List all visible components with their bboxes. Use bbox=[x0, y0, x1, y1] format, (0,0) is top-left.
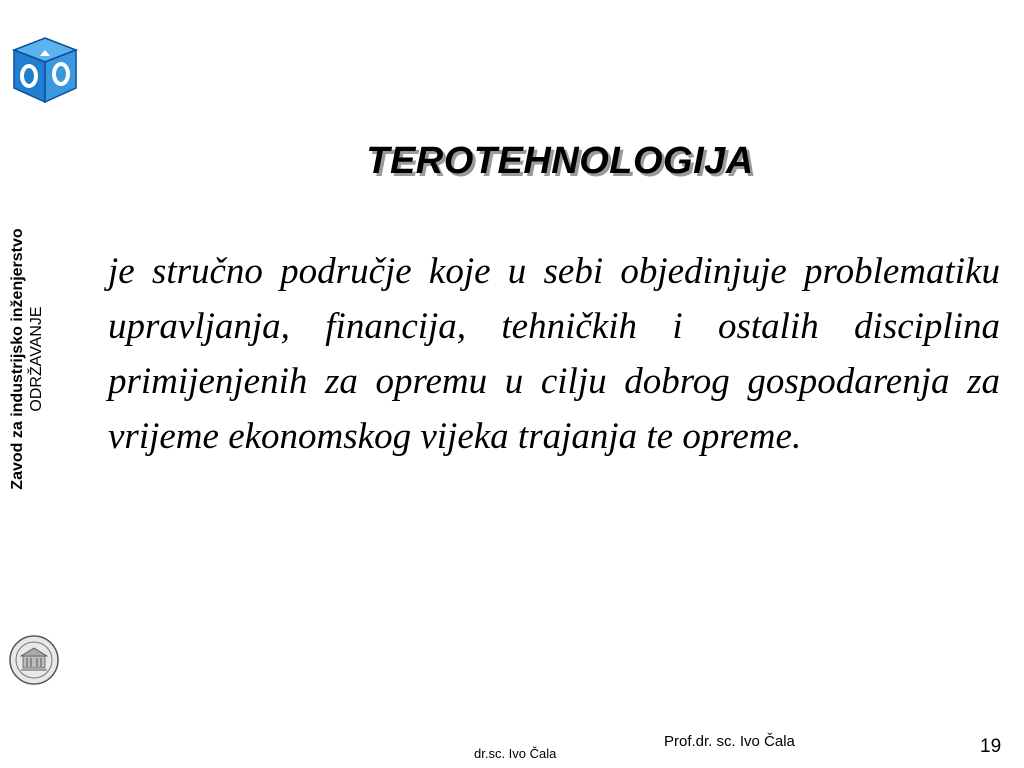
institution-name: Zavod za industrijsko inženjerstvo bbox=[9, 228, 26, 490]
page-number: 19 bbox=[980, 736, 1002, 757]
university-seal-icon bbox=[8, 634, 60, 686]
side-caption bbox=[8, 194, 46, 524]
slide-title: TEROTEHNOLOGIJA bbox=[366, 140, 754, 182]
footer-author: Prof.dr. sc. Ivo Čala bbox=[664, 733, 795, 750]
department-name: ODRŽAVANJE bbox=[28, 306, 45, 412]
definition-text: je stručno područje koje u sebi objedinjuje problematiku upravljanja, financija, tehničkih i ostalih disciplina primijenjenih za opremu u cilju dobrog gospodarenja za vrijeme ekonomskog vijeka trajanja te opreme. bbox=[108, 251, 1000, 457]
footer-author-short: dr.sc. Ivo Čala bbox=[474, 746, 557, 761]
cube-logo-icon bbox=[10, 36, 80, 104]
